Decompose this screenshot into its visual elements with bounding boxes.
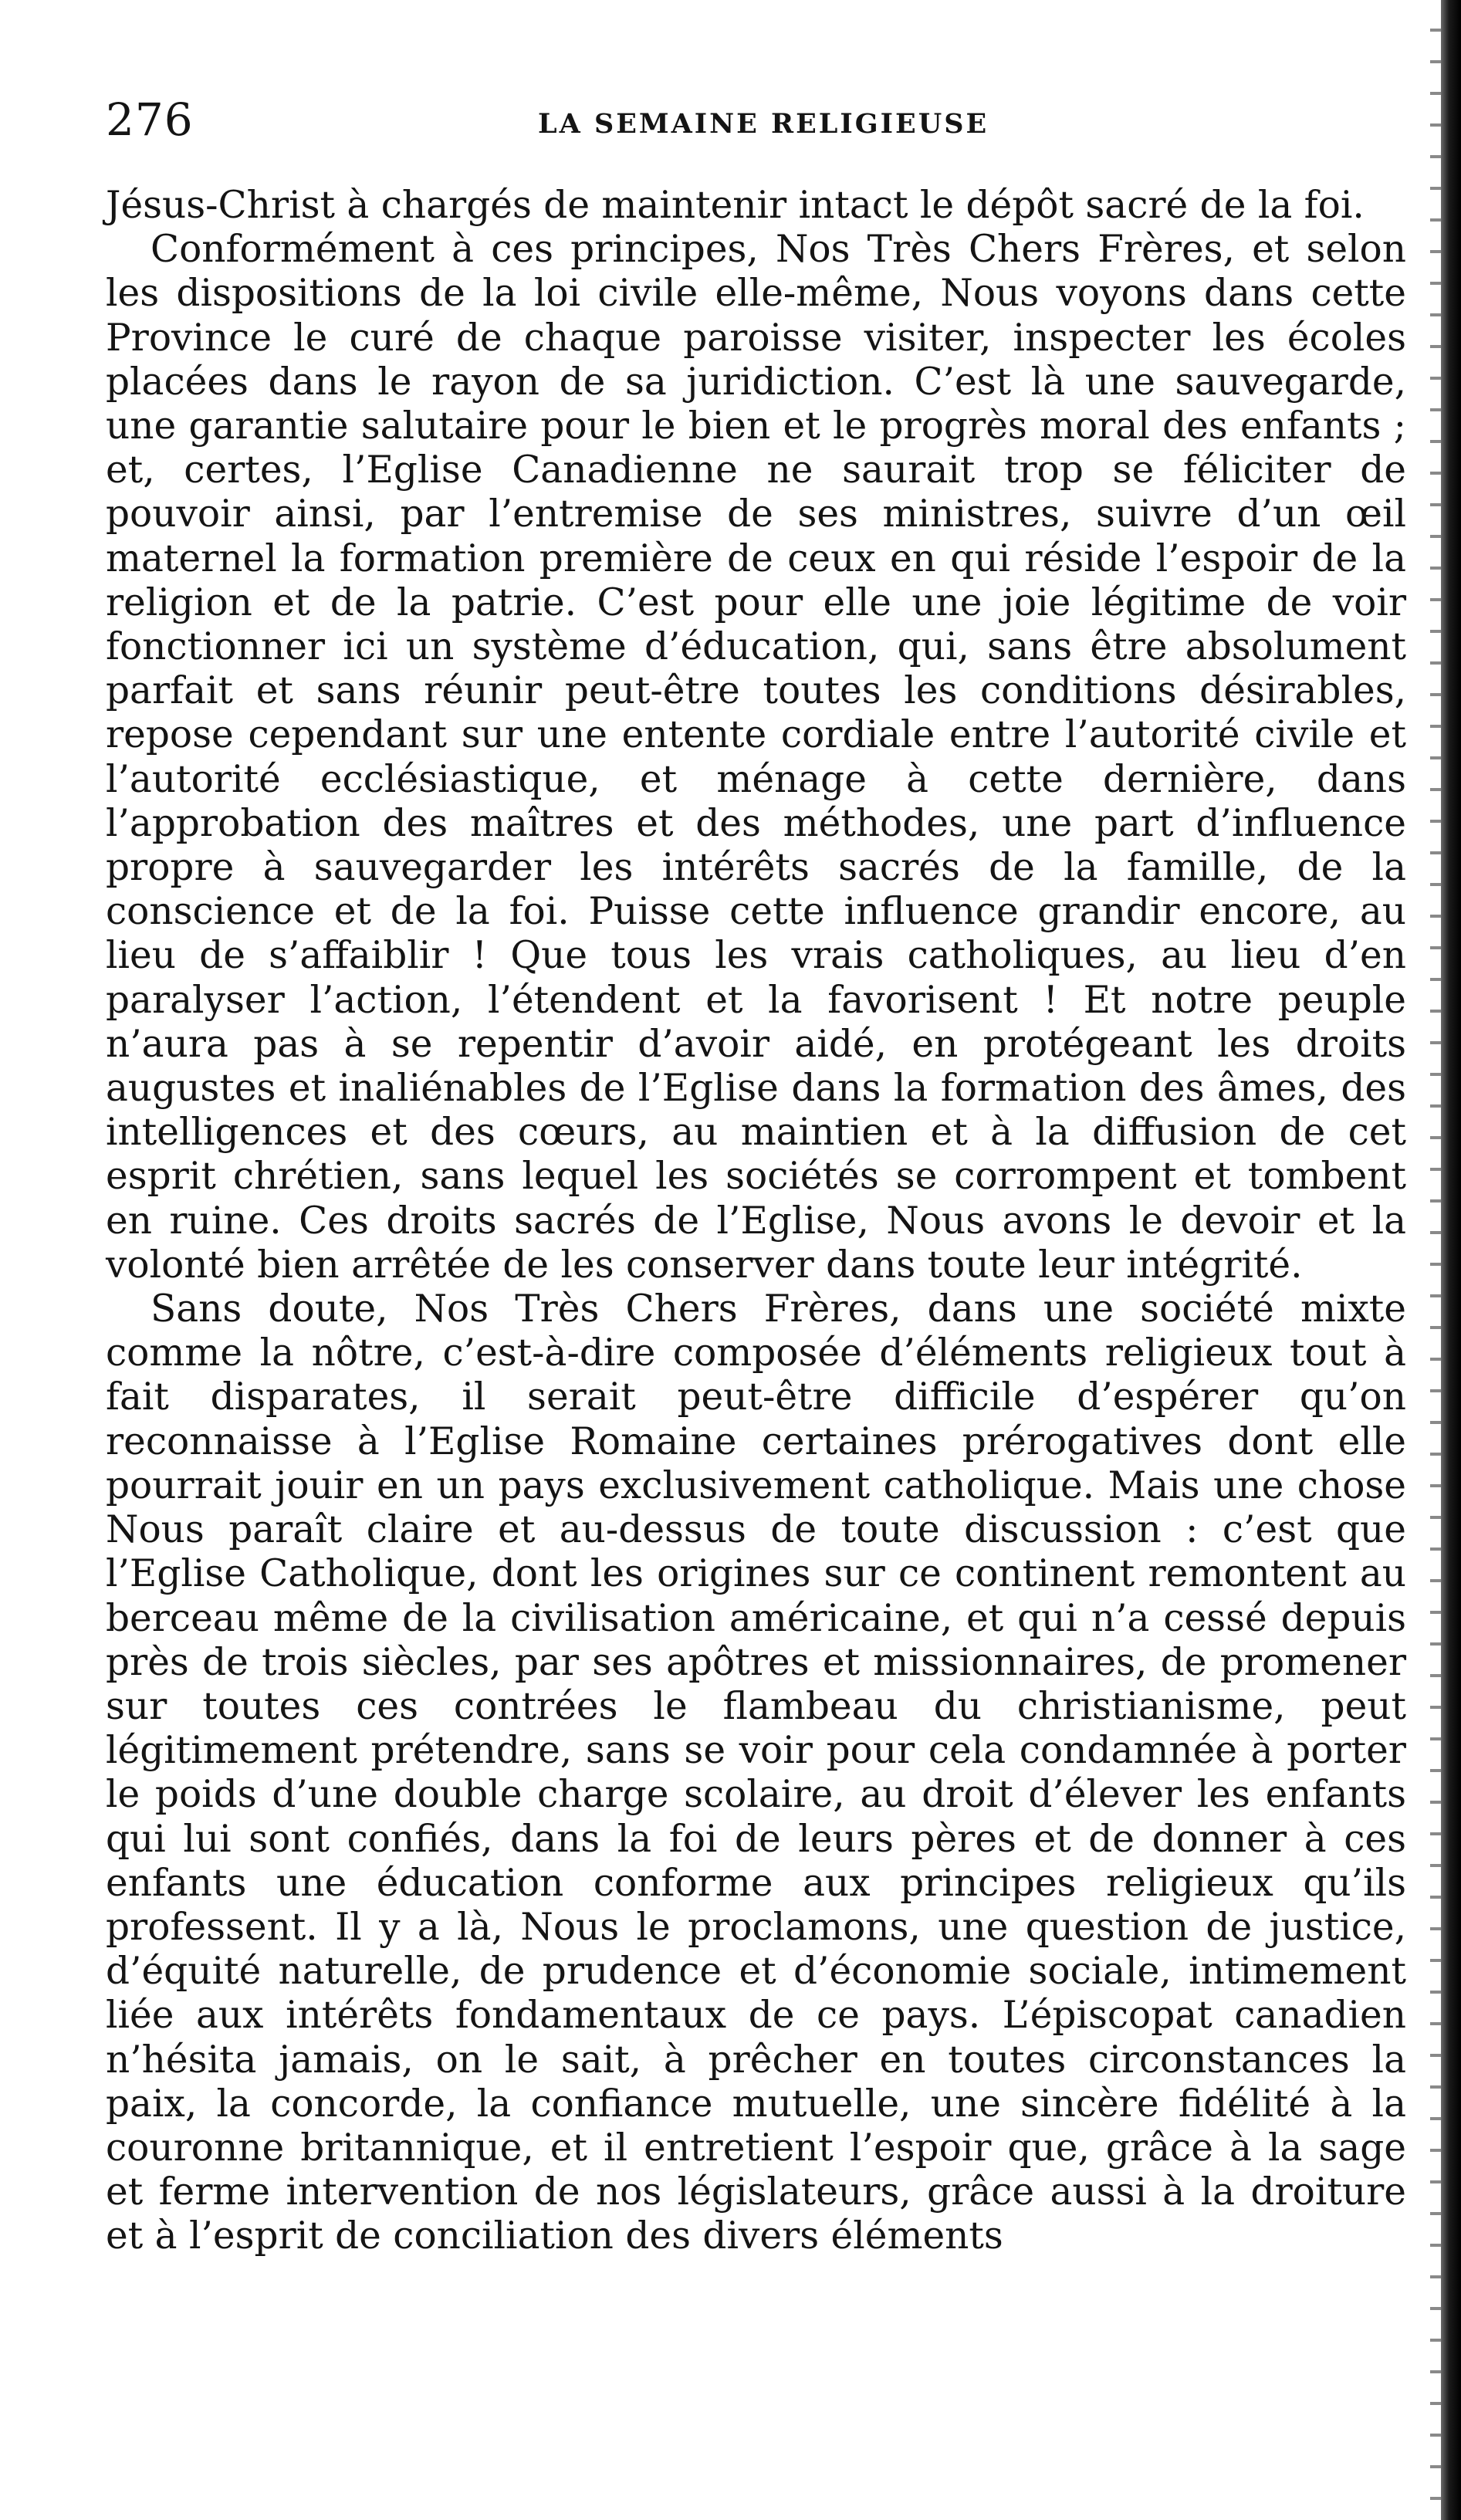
- running-title: LA SEMAINE RELIGIEUSE: [538, 108, 989, 140]
- paragraph: Sans doute, Nos Très Chers Frères, dans une société mixte comme la nôtre, c’est-à-dire composée d’éléments religieux tout à fait disparates, il serait peut-être difficile d’espérer qu’on reconnaisse à l’Eglise Romaine certaines prérogatives dont elle pourrait jouir en un pays exclusivement catholique. Mais une chose Nous paraît claire et au-dessus de toute discussion : c’est que l’Eglise Catholique, dont les origines sur ce continent remontent au berceau même de la civilisation américaine, et qui n’a cessé depuis près de trois siècles, par ses apôtres et missionnaires, de promener sur toutes ces contrées le flambeau du christianisme, peut légitimement prétendre, sans se voir pour cela condamnée à porter le poids d’une double charge scolaire, au droit d’élever les enfants qui lui sont confiés, dans la foi de leurs pères et de donner à ces enfants une éducation conforme aux principes religieux qu’ils professent. Il y a là, Nous le proclamons, une question de justice, d’équité naturelle, de prudence et d’économie sociale, intimement liée aux intérêts fondamentaux de ce pays. L’épiscopat canadien n’hésita jamais, on le sait, à prêcher en toutes circonstances la paix, la concorde, la confiance mutuelle, une sincère fidélité à la couronne britannique, et il entretient l’espoir que, grâce à la sage et ferme intervention de nos législateurs, grâce aussi à la droiture et à l’esprit de conciliation des divers éléments: [106, 1287, 1406, 2258]
- body-text: [106, 184, 1406, 2259]
- paragraph-continuation: Jésus-Christ à chargés de maintenir intact le dépôt sacré de la foi.: [106, 184, 1365, 227]
- page-number: 276: [106, 93, 194, 146]
- binding-edge: [1441, 0, 1461, 2520]
- paragraph: Conformément à ces principes, Nos Très Chers Frères, et selon les dispositions de la loi civile elle-même, Nous voyons dans cette Province le curé de chaque paroisse visiter, inspecter les écoles placées dans le rayon de sa juridiction. C’est là une sauvegarde, une garantie salutaire pour le bien et le progrès moral des enfants ; et, certes, l’Eglise Canadienne ne saurait trop se féliciter de pouvoir ainsi, par l’entremise de ses ministres, suivre d’un œil maternel la formation première de ceux en qui réside l’espoir de la religion et de la patrie. C’est pour elle une joie légitime de voir fonctionner ici un système d’éducation, qui, sans être absolument parfait et sans réunir peut-être toutes les conditions désirables, repose cependant sur une entente cordiale entre l’autorité civile et l’autorité ecclésiastique, et ménage à cette dernière, dans l’approbation des maîtres et des méthodes, une part d’influence propre à sauvegarder les intérêts sacrés de la famille, de la conscience et de la foi. Puisse cette influence grandir encore, au lieu de s’affaiblir ! Que tous les vrais catholiques, au lieu d’en paralyser l’action, l’étendent et la favorisent ! Et notre peuple n’aura pas à se repentir d’avoir aidé, en protégeant les droits augustes et inaliénables de l’Eglise dans la formation des âmes, des intelligences et des cœurs, au maintien et à la diffusion de cet esprit chrétien, sans lequel les sociétés se corrompent et tombent en ruine. Ces droits sacrés de l’Eglise, Nous avons le devoir et la volonté bien arrêtée de les conserver dans toute leur intégrité.: [106, 228, 1406, 1287]
- page-header: [106, 85, 1406, 154]
